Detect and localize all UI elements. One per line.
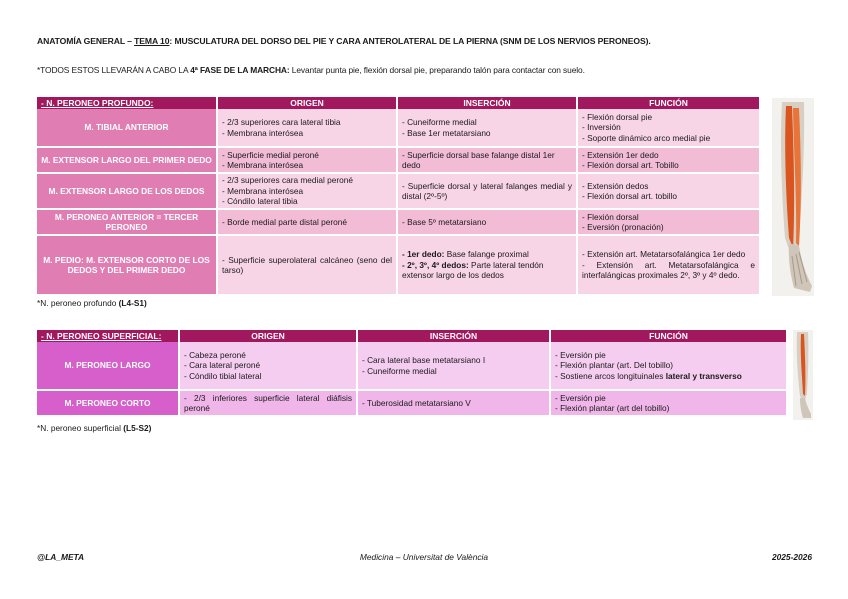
origin-cell: - Cabeza peroné - Cara lateral peroné - Cóndilo tibial lateral bbox=[179, 342, 357, 390]
insertion-cell: - Superficie dorsal y lateral falanges medial y distal (2º-5º) bbox=[397, 173, 577, 209]
gait-phase-note: *TODOS ESTOS LLEVARÁN A CABO LA 4ª FASE DE LA MARCHA: Levantar punta pie, flexión dorsal pie, preparando talón para contactar con suelo. bbox=[37, 65, 585, 75]
table-row bbox=[37, 342, 787, 390]
superficial-peroneal-footnote: *N. peroneo superficial (L5-S2) bbox=[37, 423, 152, 433]
table-header: INSERCIÓN bbox=[357, 330, 550, 342]
table-header: - N. PERONEO SUPERFICIAL: bbox=[37, 330, 179, 342]
table-row bbox=[37, 147, 760, 173]
deep-peroneal-footnote: *N. peroneo profundo (L4-S1) bbox=[37, 298, 147, 308]
leg-anatomy-illustration bbox=[772, 98, 814, 296]
muscle-name: M. PEDIO: M. EXTENSOR CORTO DE LOS DEDOS Y DEL PRIMER DEDO bbox=[37, 235, 217, 295]
muscle-name: M. EXTENSOR LARGO DEL PRIMER DEDO bbox=[37, 147, 217, 173]
origin-cell: - 2/3 superiores cara medial peroné - Membrana interósea - Cóndilo lateral tibia bbox=[217, 173, 397, 209]
function-cell: - Eversión pie - Flexión plantar (art del tobillo) bbox=[550, 390, 787, 416]
function-cell: - Flexión dorsal pie - Inversión - Soporte dinámico arco medial pie bbox=[577, 109, 760, 147]
superficial-peroneal-table bbox=[37, 330, 788, 417]
insertion-cell: - Cuneiforme medial - Base 1er metatarsiano bbox=[397, 109, 577, 147]
origin-cell: - Borde medial parte distal peroné bbox=[217, 209, 397, 235]
muscle-name: M. EXTENSOR LARGO DE LOS DEDOS bbox=[37, 173, 217, 209]
deep-peroneal-table bbox=[37, 97, 761, 296]
table-row bbox=[37, 235, 760, 295]
table-header: ORIGEN bbox=[179, 330, 357, 342]
table-header: ORIGEN bbox=[217, 97, 397, 109]
table-header: - N. PERONEO PROFUNDO: bbox=[37, 97, 217, 109]
muscle-name: M. PERONEO CORTO bbox=[37, 390, 179, 416]
insertion-cell: - Base 5º metatarsiano bbox=[397, 209, 577, 235]
function-cell: - Extensión 1er dedo - Flexión dorsal art. Tobillo bbox=[577, 147, 760, 173]
muscle-name: M. PERONEO LARGO bbox=[37, 342, 179, 390]
insertion-cell: - 1er dedo: Base falange proximal - 2º, 3º, 4º dedos: Parte lateral tendón extensor largo de los dedos bbox=[397, 235, 577, 295]
function-cell: - Flexión dorsal - Eversión (pronación) bbox=[577, 209, 760, 235]
footer-year: 2025-2026 bbox=[771, 552, 812, 562]
page-title: ANATOMÍA GENERAL – TEMA 10: MUSCULATURA DEL DORSO DEL PIE Y CARA ANTEROLATERAL DE LA PIERNA (SNM DE LOS NERVIOS PERONEOS). bbox=[37, 36, 651, 46]
leg-anatomy-illustration-small bbox=[793, 330, 813, 420]
table-header: INSERCIÓN bbox=[397, 97, 577, 109]
insertion-cell: - Tuberosidad metatarsiano V bbox=[357, 390, 550, 416]
function-cell: - Extensión art. Metatarsofalángica 1er dedo - Extensión art. Metatarsofalángica e interfalángicas proximales 2º, 3º y 4º dedo. bbox=[577, 235, 760, 295]
table-header: FUNCIÓN bbox=[577, 97, 760, 109]
footer-author: @LA_META bbox=[37, 552, 85, 562]
insertion-cell: - Superficie dorsal base falange distal 1er dedo bbox=[397, 147, 577, 173]
table-row bbox=[37, 109, 760, 147]
origin-cell: - 2/3 inferiores superficie lateral diáfisis peroné bbox=[179, 390, 357, 416]
table-header: FUNCIÓN bbox=[550, 330, 787, 342]
table-row bbox=[37, 390, 787, 416]
origin-cell: - Superficie medial peroné - Membrana interósea bbox=[217, 147, 397, 173]
footer-institution: Medicina – Universitat de València bbox=[359, 552, 489, 562]
muscle-name: M. PERONEO ANTERIOR = TERCER PERONEO bbox=[37, 209, 217, 235]
origin-cell: - Superficie superolateral calcáneo (seno del tarso) bbox=[217, 235, 397, 295]
origin-cell: - 2/3 superiores cara lateral tibia - Membrana interósea bbox=[217, 109, 397, 147]
function-cell: - Eversión pie - Flexión plantar (art. Del tobillo) - Sostiene arcos longituinales lateral y transverso bbox=[550, 342, 787, 390]
insertion-cell: - Cara lateral base metatarsiano I - Cuneiforme medial bbox=[357, 342, 550, 390]
function-cell: - Extensión dedos - Flexión dorsal art. tobillo bbox=[577, 173, 760, 209]
table-row bbox=[37, 209, 760, 235]
muscle-name: M. TIBIAL ANTERIOR bbox=[37, 109, 217, 147]
table-row bbox=[37, 173, 760, 209]
tema-label: TEMA 10 bbox=[134, 36, 170, 46]
